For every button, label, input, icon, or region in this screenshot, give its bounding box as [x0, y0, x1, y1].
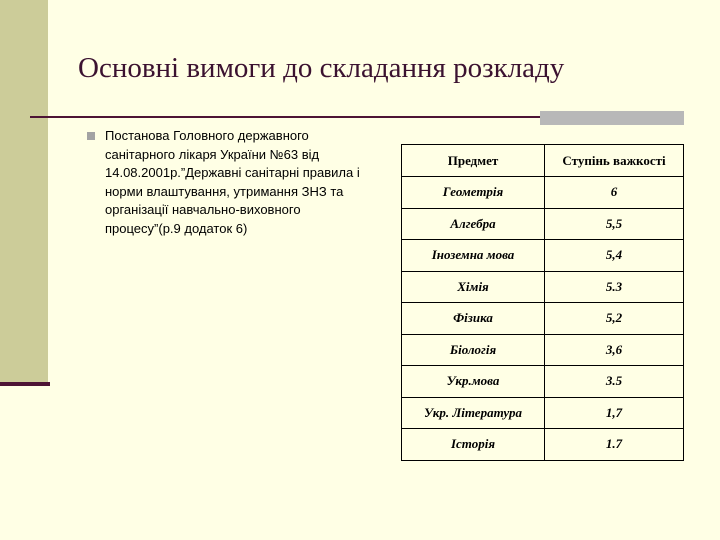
difficulty-cell: 1,7	[545, 397, 684, 429]
table-row	[402, 397, 684, 429]
difficulty-cell: 3,6	[545, 334, 684, 366]
table-row	[402, 208, 684, 240]
subject-cell: Алгебра	[402, 208, 545, 240]
side-accent-bar	[0, 0, 48, 384]
header-subject: Предмет	[402, 145, 545, 177]
difficulty-cell: 6	[545, 177, 684, 209]
difficulty-cell: 5,5	[545, 208, 684, 240]
table-row	[402, 177, 684, 209]
subject-cell: Укр. Література	[402, 397, 545, 429]
subject-cell: Укр.мова	[402, 366, 545, 398]
side-accent-rule	[0, 382, 50, 386]
difficulty-cell: 3.5	[545, 366, 684, 398]
table-row	[402, 366, 684, 398]
table-row	[402, 240, 684, 272]
table-row	[402, 334, 684, 366]
difficulty-cell: 5,4	[545, 240, 684, 272]
header-difficulty: Ступінь важкості	[545, 145, 684, 177]
table-row	[402, 429, 684, 461]
subject-cell: Іноземна мова	[402, 240, 545, 272]
difficulty-cell: 5,2	[545, 303, 684, 335]
difficulty-cell: 1.7	[545, 429, 684, 461]
subject-cell: Історія	[402, 429, 545, 461]
difficulty-cell: 5.3	[545, 271, 684, 303]
table-row	[402, 303, 684, 335]
slide-title: Основні вимоги до складання розкладу	[78, 52, 565, 84]
subject-cell: Геометрія	[402, 177, 545, 209]
title-underline-block	[540, 111, 684, 125]
table-row	[402, 271, 684, 303]
subject-cell: Хімія	[402, 271, 545, 303]
subject-cell: Біологія	[402, 334, 545, 366]
bullet-square-icon	[87, 132, 95, 140]
table-header-row	[402, 145, 684, 177]
subject-cell: Фізика	[402, 303, 545, 335]
body-paragraph: Постанова Головного державного санітарного лікаря України №63 від 14.08.2001р.”Державні санітарні правила і норми влаштування, утримання ЗНЗ та організації навчально-виховного процесу”(р.9 додаток 6)	[105, 128, 360, 236]
difficulty-table	[401, 144, 684, 461]
